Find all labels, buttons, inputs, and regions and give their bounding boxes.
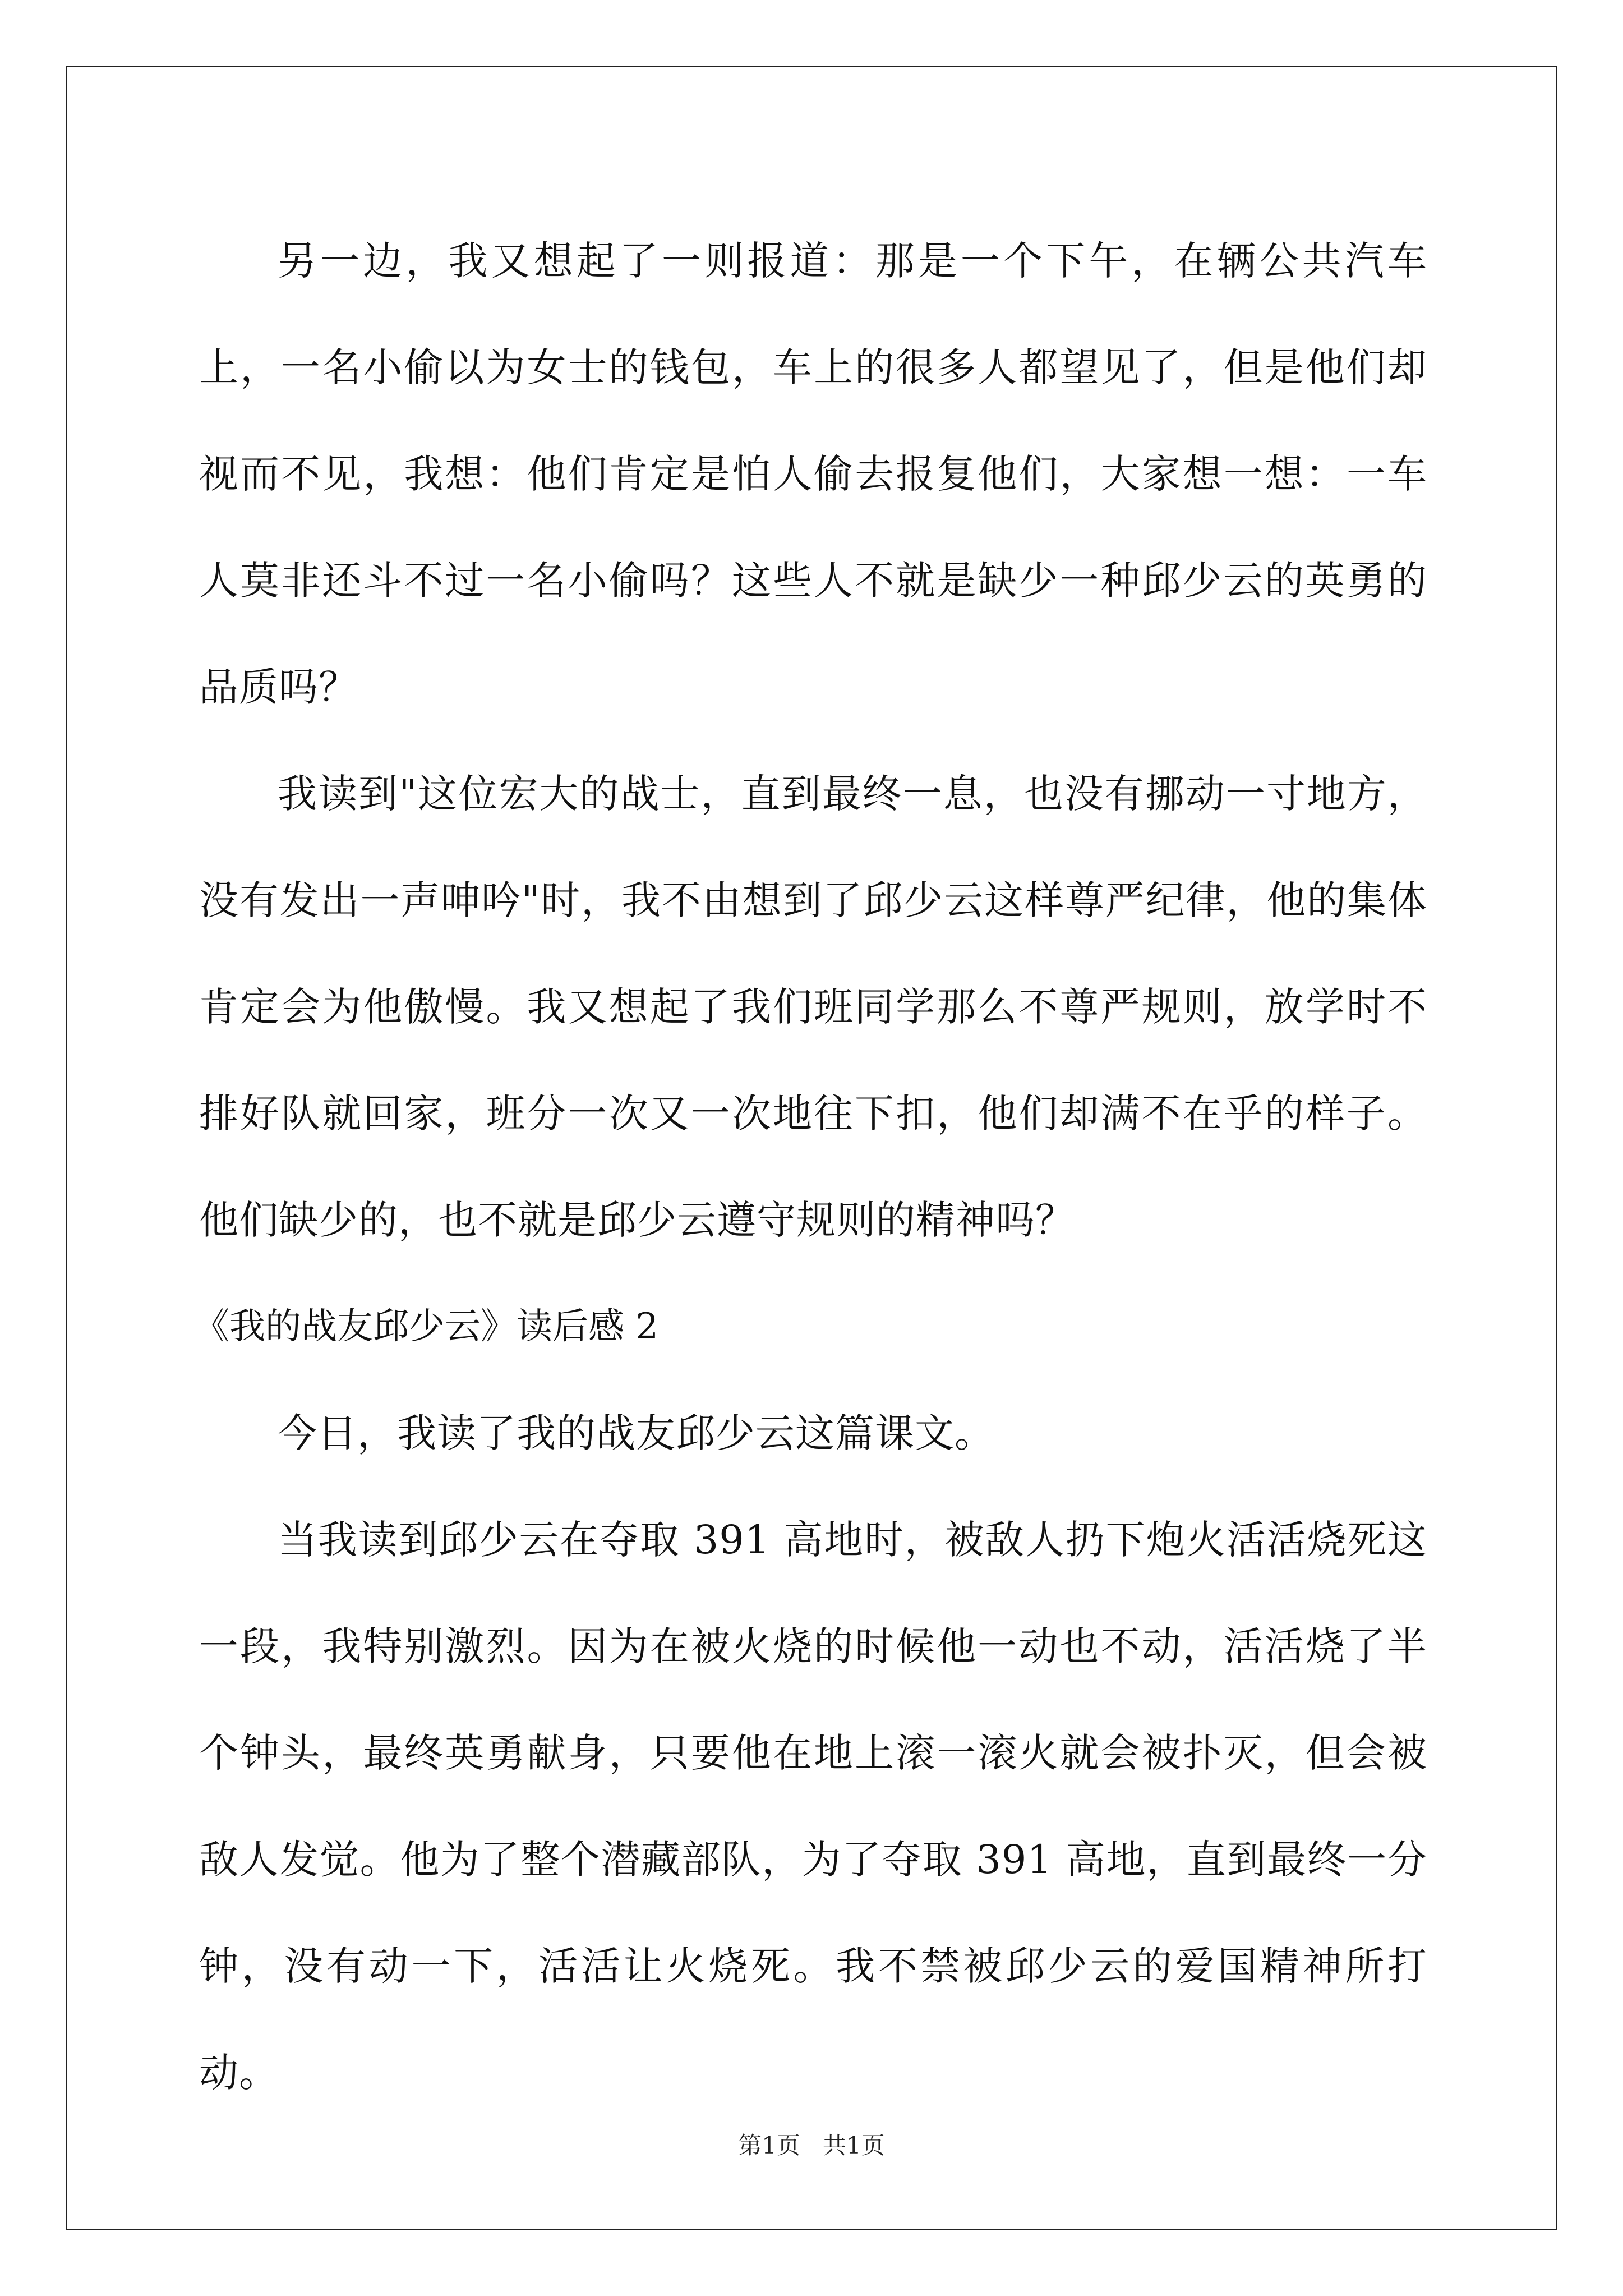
- paragraph-intro: 今日，我读了我的战友邱少云这篇课文。: [278, 1410, 994, 1456]
- page-footer: [0, 2129, 1623, 2162]
- page-number: 第1页 共1页: [738, 2132, 885, 2159]
- section-heading: 《我的战友邱少云》读后感 2: [193, 1306, 659, 1347]
- paragraph-discipline: 我读到"这位宏大的战士，直到最终一息，也没有挪动一寸地方，没有发出一声呻吟"时，我不由想到了邱少云这样尊严纪律，他的集体肯定会为他傲慢。我又想起了我们班同学那么不尊严规则，放学时不排好队就回家，班分一次又一次地往下扣，他们却满不在乎的样子。他们缺少的，也不就是邱少云遵守规则的精神吗？: [199, 771, 1427, 1243]
- paragraph-highland: 当我读到邱少云在夺取 391 高地时，被敌人扔下炮火活活烧死这一段，我特别激烈。因为在被火烧的时候他一动也不动，活活烧了半个钟头，最终英勇献身，只要他在地上滚一滚火就会被扑灭，但会被敌人发觉。他为了整个潜藏部队，为了夺取 391 高地，直到最终一分钟，没有动一下，活活让火烧死。我不禁被邱少云的爱国精神所打动。: [199, 1517, 1427, 2096]
- document-body: [193, 208, 1427, 2126]
- paragraph-report: 另一边，我又想起了一则报道：那是一个下午，在辆公共汽车上，一名小偷以为女士的钱包，车上的很多人都望见了，但是他们却视而不见，我想：他们肯定是怕人偷去报复他们，大家想一想：一车人莫非还斗不过一名小偷吗？这些人不就是缺少一种邱少云的英勇的品质吗？: [199, 238, 1427, 710]
